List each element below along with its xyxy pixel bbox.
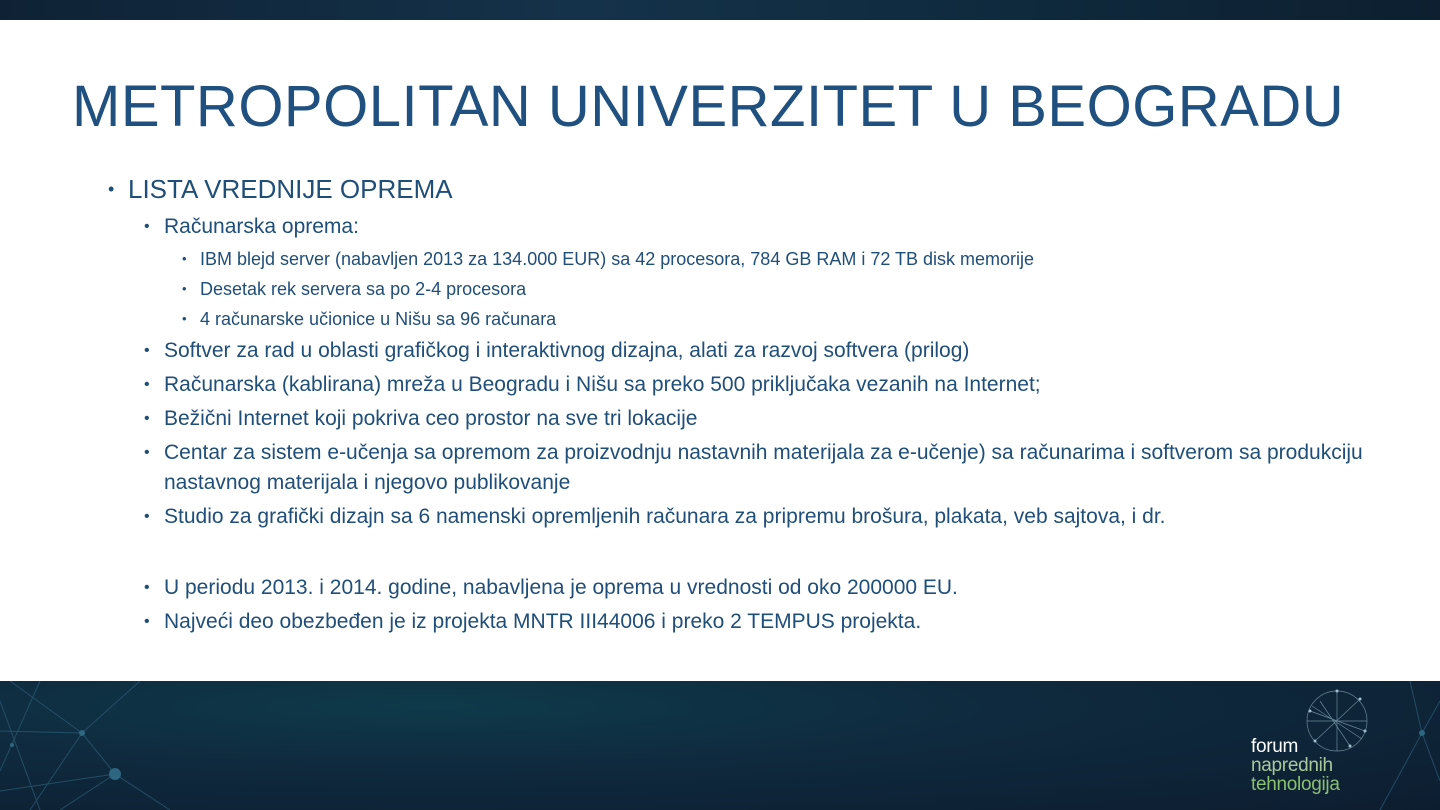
list-item-text: Računarska oprema: — [164, 215, 359, 238]
list-item — [108, 502, 1368, 532]
list-item — [108, 438, 1368, 498]
list-item — [108, 370, 1368, 400]
list-item-text: Bežični Internet koji pokriva ceo prostor na sve tri lokacije — [164, 407, 698, 430]
bullet-icon: • — [182, 251, 187, 266]
network-pattern-icon — [0, 681, 1440, 810]
list-subitem — [108, 276, 1368, 302]
bullet-icon: • — [144, 613, 150, 630]
list-subitem-text: IBM blejd server (nabavljen 2013 za 134.000 EUR) sa 42 procesora, 784 GB RAM i 72 TB disk memorije — [200, 249, 1035, 269]
bullet-icon: • — [144, 410, 150, 427]
list-subitem-text: Desetak rek servera sa po 2-4 procesora — [200, 279, 527, 299]
slide-title: METROPOLITAN UNIVERZITET U BEOGRADU — [72, 74, 1345, 139]
list-heading-text: LISTA VREDNIJE OPREMA — [128, 174, 453, 204]
bullet-icon: • — [182, 281, 187, 296]
slide-content — [108, 170, 1368, 637]
list-item-text: Softver za rad u oblasti grafičkog i interaktivnog dizajna, alati za razvoj softvera (prilog) — [164, 339, 970, 362]
list-subitem — [108, 246, 1368, 272]
list-item — [108, 607, 1368, 637]
list-subitem — [108, 306, 1368, 332]
top-banner — [0, 0, 1440, 20]
bullet-icon: • — [144, 342, 150, 359]
list-item-text: Centar za sistem e-učenja sa opremom za proizvodnju nastavnih materijala za e-učenje) sa računarima i softverom sa produkciju nastavnog materijala i njegovo publikovanje — [164, 441, 1363, 494]
list-item — [108, 404, 1368, 434]
bullet-icon: • — [144, 444, 150, 461]
list-subitem-text: 4 računarske učionice u Nišu sa 96 računara — [200, 309, 557, 329]
list-item — [108, 573, 1368, 603]
list-heading — [108, 170, 1368, 208]
spacer — [108, 532, 1368, 569]
bullet-icon: • — [182, 311, 187, 326]
list-item-text: Računarska (kablirana) mreža u Beogradu i Nišu sa preko 500 priključaka vezanih na Internet; — [164, 373, 1041, 396]
bullet-icon: • — [144, 218, 150, 235]
logo-line-1: forum — [1251, 736, 1299, 757]
bullet-icon: • — [108, 179, 115, 199]
bullet-icon: • — [144, 376, 150, 393]
logo-line-2: naprednih — [1251, 755, 1333, 776]
list-item-text: Studio za grafički dizajn sa 6 namenski opremljenih računara za pripremu brošura, plakata, veb sajtova, i dr. — [164, 505, 1166, 528]
forum-logo — [1251, 737, 1340, 794]
bullet-icon: • — [144, 579, 150, 596]
list-item — [108, 336, 1368, 366]
logo-line-3: tehnologija — [1251, 774, 1340, 795]
bullet-icon: • — [144, 508, 150, 525]
footer-band — [0, 681, 1440, 810]
list-item-text: U periodu 2013. i 2014. godine, nabavljena je oprema u vrednosti od oko 200000 EU. — [164, 576, 958, 599]
list-item-text: Najveći deo obezbeđen je iz projekta MNTR III44006 i preko 2 TEMPUS projekta. — [164, 610, 922, 633]
list-item — [108, 212, 1368, 242]
